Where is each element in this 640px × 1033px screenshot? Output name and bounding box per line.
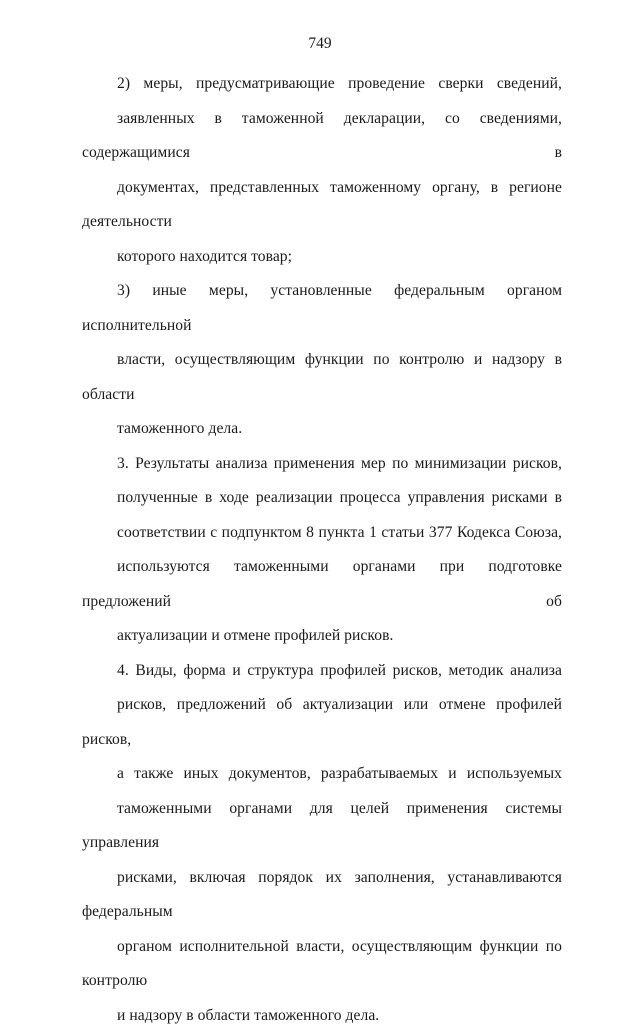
text-line: документах, представленных таможенному органу, в регионе деятельности xyxy=(82,171,562,240)
text-line: органом исполнительной власти, осуществляющим функции по контролю xyxy=(82,930,562,999)
text-line: таможенными органами для целей применения системы управления xyxy=(82,792,562,861)
text-line: заявленных в таможенной декларации, со сведениями, содержащимися в xyxy=(82,102,562,171)
text-line: полученные в ходе реализации процесса управления рисками в xyxy=(82,481,562,516)
page-number: 749 xyxy=(0,34,640,54)
text-line: и надзору в области таможенного дела. xyxy=(82,999,562,1033)
paragraph-section-3 xyxy=(82,447,562,654)
text-line: власти, осуществляющим функции по контролю и надзору в области xyxy=(82,343,562,412)
paragraph-section-4 xyxy=(82,654,562,1033)
text-line: используются таможенными органами при подготовке предложений об xyxy=(82,550,562,619)
text-line: таможенного дела. xyxy=(82,412,562,447)
text-line: актуализации и отмене профилей рисков. xyxy=(82,619,562,654)
paragraph-item-3 xyxy=(82,274,562,447)
text-line: 3) иные меры, установленные федеральным органом исполнительной xyxy=(82,274,562,343)
text-line: которого находится товар; xyxy=(82,240,562,275)
text-line: 3. Результаты анализа применения мер по минимизации рисков, xyxy=(82,447,562,482)
paragraph-item-2 xyxy=(82,67,562,274)
text-line: рисков, предложений об актуализации или отмене профилей рисков, xyxy=(82,688,562,757)
text-line: рисками, включая порядок их заполнения, устанавливаются федеральным xyxy=(82,861,562,930)
text-line: соответствии с подпунктом 8 пункта 1 статьи 377 Кодекса Союза, xyxy=(82,516,562,551)
text-line: а также иных документов, разрабатываемых и используемых xyxy=(82,757,562,792)
document-body xyxy=(82,67,562,1033)
text-line: 4. Виды, форма и структура профилей рисков, методик анализа xyxy=(82,654,562,689)
text-line: 2) меры, предусматривающие проведение сверки сведений, xyxy=(82,67,562,102)
